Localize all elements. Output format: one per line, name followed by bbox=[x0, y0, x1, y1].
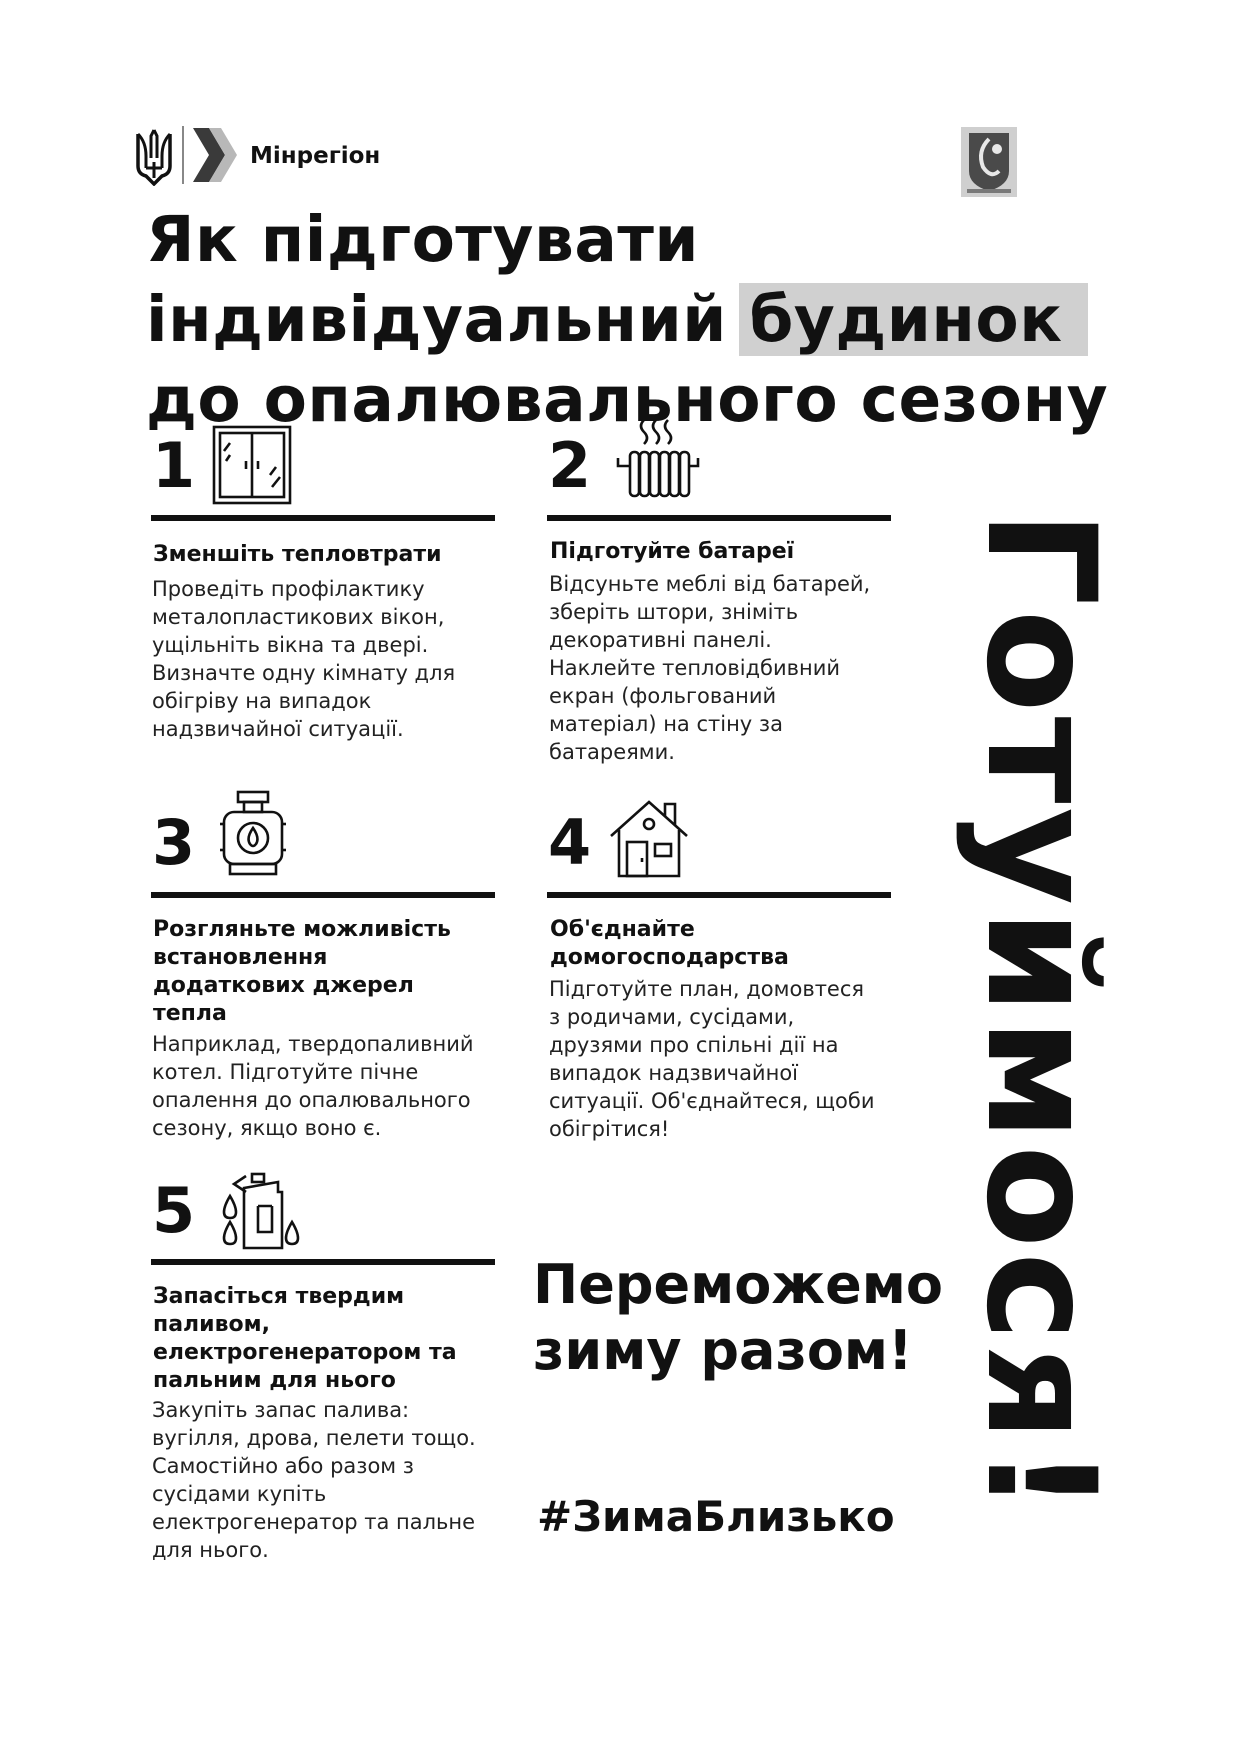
section-5-body-line: Закупіть запас палива: bbox=[152, 1398, 410, 1422]
section-5-heading-line: Запасіться твердим bbox=[153, 1284, 405, 1309]
slogan-line-1: Переможемо bbox=[533, 1253, 943, 1316]
section-3-body-line: Наприклад, твердопаливний bbox=[152, 1032, 474, 1056]
house-icon bbox=[609, 798, 689, 878]
section-3-heading-line: встановлення bbox=[153, 945, 328, 970]
section-4-heading-line: Об'єднайте bbox=[550, 917, 695, 942]
section-2-body-line: декоративні панелі. bbox=[549, 628, 772, 652]
section-3-heading-line: додаткових джерел bbox=[153, 973, 414, 998]
title-line-2-prefix: індивідуальний bbox=[146, 283, 727, 356]
section-5-rule bbox=[151, 1259, 495, 1265]
section-2-heading: Підготуйте батареї bbox=[550, 539, 795, 564]
radiator-icon bbox=[616, 418, 700, 502]
section-1-heading: Зменшіть тепловтрати bbox=[153, 542, 442, 567]
section-5-heading-line: паливом, bbox=[153, 1312, 270, 1337]
city-coat-of-arms-icon bbox=[961, 127, 1017, 197]
title-line-1: Як підготувати bbox=[146, 203, 700, 276]
section-4-body-line: ситуації. Об'єднайтеся, щоби bbox=[549, 1089, 875, 1113]
fuel-canister-icon bbox=[220, 1170, 300, 1250]
section-2-body-line: матеріал) на стіну за bbox=[549, 712, 783, 736]
section-4-body-line: з родичами, сусідами, bbox=[549, 1005, 795, 1029]
section-4-number: 4 bbox=[548, 806, 592, 879]
section-4-body-line: випадок надзвичайної bbox=[549, 1061, 798, 1085]
section-1-rule bbox=[151, 515, 495, 521]
section-4-heading-line: домогосподарства bbox=[550, 945, 789, 970]
section-3-body-line: сезону, якщо воно є. bbox=[152, 1116, 382, 1140]
section-5-heading-line: пальним для нього bbox=[153, 1368, 396, 1393]
slogan-line-2: зиму разом! bbox=[533, 1319, 913, 1382]
section-3-heading-line: тепла bbox=[153, 1001, 227, 1026]
section-4-body-line: друзями про спільні дії на bbox=[549, 1033, 839, 1057]
section-1-body-line: надзвичайної ситуації. bbox=[152, 717, 404, 741]
section-3-heading-line: Розгляньте можливість bbox=[153, 917, 451, 942]
section-5-body-line: для нього. bbox=[152, 1538, 269, 1562]
section-4-body-line: Підготуйте план, домовтеся bbox=[549, 977, 865, 1001]
vertical-slogan: Готуймося! bbox=[953, 510, 1127, 1518]
section-3-body-line: котел. Підготуйте пічне bbox=[152, 1060, 419, 1084]
section-5-number: 5 bbox=[152, 1174, 196, 1247]
section-5-body bbox=[152, 1396, 497, 1564]
section-1-body-line: Проведіть профілактику bbox=[152, 577, 425, 601]
section-4-body-line: обігрітися! bbox=[549, 1117, 670, 1141]
section-2-body-line: батареями. bbox=[549, 740, 675, 764]
hashtag: #ЗимаБлизько bbox=[537, 1492, 895, 1541]
slogan bbox=[533, 1252, 973, 1384]
section-5-body-line: сусідами купіть bbox=[152, 1482, 327, 1506]
section-2-rule bbox=[547, 515, 891, 521]
section-5-heading-line: електрогенератором та bbox=[153, 1340, 457, 1365]
section-4-heading bbox=[550, 916, 890, 972]
section-2-body-line: Наклейте тепловідбивний bbox=[549, 656, 841, 680]
title-line-2 bbox=[146, 280, 1146, 360]
window-icon bbox=[212, 425, 292, 505]
section-5-heading bbox=[153, 1283, 493, 1395]
section-5-body-line: Самостійно або разом з bbox=[152, 1454, 414, 1478]
section-1-body-line: металопластикових вікон, bbox=[152, 605, 445, 629]
section-4-rule bbox=[547, 892, 891, 898]
section-2-body-line: зберіть штори, зніміть bbox=[549, 600, 799, 624]
chevrons-logo-icon bbox=[191, 126, 241, 184]
section-2-body-line: Відсуньте меблі від батарей, bbox=[549, 572, 871, 596]
boiler-icon bbox=[218, 790, 288, 880]
section-1-body-line: обігріву на випадок bbox=[152, 689, 372, 713]
section-1-number: 1 bbox=[152, 429, 196, 502]
section-3-body-line: опалення до опалювального bbox=[152, 1088, 471, 1112]
section-3-body bbox=[152, 1030, 497, 1142]
section-1-body-line: Визначте одну кімнату для bbox=[152, 661, 456, 685]
section-3-rule bbox=[151, 892, 495, 898]
section-1-body-line: ущільніть вікна та двері. bbox=[152, 633, 429, 657]
header-divider bbox=[182, 126, 184, 184]
ministry-name: Мінрегіон bbox=[250, 143, 381, 169]
section-5-body-line: вугілля, дрова, пелети тощо. bbox=[152, 1426, 476, 1450]
section-4-body bbox=[549, 975, 894, 1143]
page-title bbox=[146, 200, 1146, 440]
section-2-number: 2 bbox=[548, 429, 592, 502]
trident-icon bbox=[134, 128, 174, 186]
section-1-body bbox=[152, 575, 497, 743]
section-3-number: 3 bbox=[152, 806, 196, 879]
section-2-body-line: екран (фольгований bbox=[549, 684, 777, 708]
title-line-3: до опалювального сезону bbox=[146, 363, 1109, 436]
section-2-body bbox=[549, 570, 894, 766]
section-5-body-line: електрогенератор та пальне bbox=[152, 1510, 476, 1534]
title-highlight: будинок bbox=[739, 283, 1088, 356]
section-3-heading bbox=[153, 916, 493, 1028]
